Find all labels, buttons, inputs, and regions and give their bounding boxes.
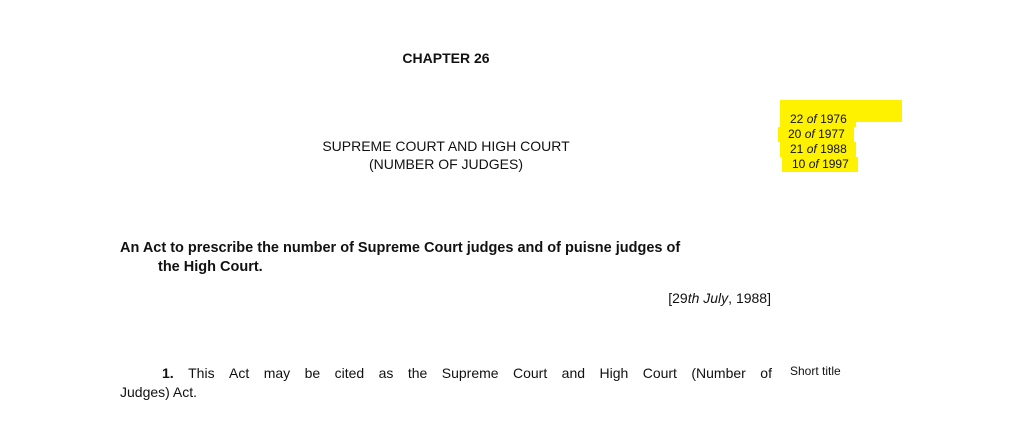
section-1-line-1 — [120, 364, 772, 383]
amendment-ref: 20 of 1977 — [778, 127, 854, 142]
commencement-date: [29th July, 1988] — [668, 290, 771, 306]
amendment-ref: 10 of 1997 — [782, 157, 858, 172]
word: as — [378, 365, 394, 381]
word: Supreme — [441, 365, 499, 381]
amendment-ref: 21 of 1988 — [780, 142, 856, 157]
long-title-line-1: An Act to prescribe the number of Supreme Court judges and of puisne judges of — [120, 240, 681, 256]
section-1-line-2: Judges) Act. — [120, 384, 198, 400]
word: Act — [229, 365, 250, 381]
word: of — [760, 365, 772, 381]
word: Court — [513, 365, 548, 381]
chapter-heading: CHAPTER 26 — [402, 50, 490, 66]
section-number: 1. — [162, 365, 174, 381]
word: and — [561, 365, 586, 381]
long-title — [120, 239, 775, 277]
word: the — [407, 365, 428, 381]
long-title-line-2: the High Court. — [158, 259, 263, 275]
amendment-ref: 22 of 1976 — [780, 112, 856, 127]
word: (Number — [691, 365, 746, 381]
word: be — [304, 365, 321, 381]
act-title-line-1: SUPREME COURT AND HIGH COURT — [322, 138, 570, 154]
act-title — [0, 137, 892, 173]
section-1 — [120, 364, 772, 402]
word: This — [188, 365, 215, 381]
word: High — [599, 365, 629, 381]
word: cited — [334, 365, 365, 381]
word: Court — [642, 365, 677, 381]
margin-note-short-title: Short title — [790, 364, 841, 378]
act-title-line-2: (NUMBER OF JUDGES) — [369, 156, 523, 172]
word: may — [263, 365, 291, 381]
amendment-references — [780, 112, 858, 172]
